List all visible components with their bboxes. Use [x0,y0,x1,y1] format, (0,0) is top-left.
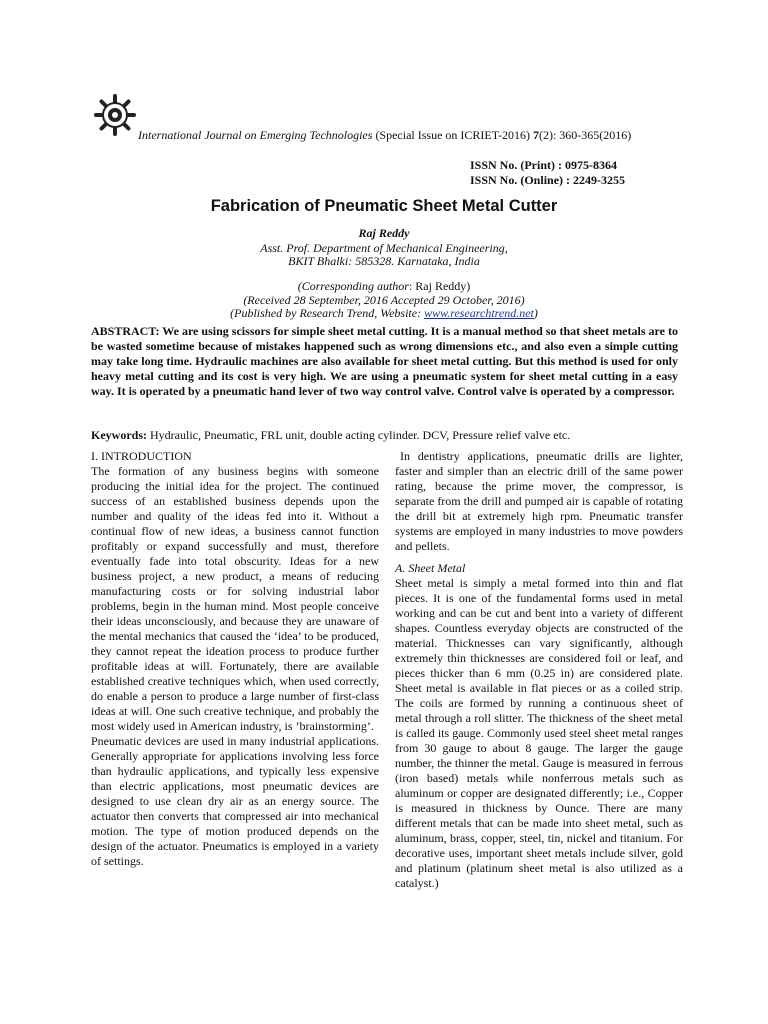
left-column [91,449,379,869]
journal-volume: 7 [532,128,539,142]
section-heading-sheet-metal: A. Sheet Metal [395,561,466,575]
issn-block [470,158,625,188]
published-line [0,306,768,321]
affiliation-line-2: BKIT Bhalki: 585328. Karnataka, India [288,254,480,268]
abstract: ABSTRACT: We are using scissors for simple sheet metal cutting. It is a manual method so that sheet metals are to be wasted sometime because of mistakes happened such as wrong dimensions etc., and also even a simple cutting may take long time. Hydraulic machines are also available for sheet metal cutting. But this method is used for only heavy metal cutting and its cost is very high. We are using a pneumatic system for sheet metal cutting in a easy way. It is operated by a pneumatic hand lever of two way control valve. Control valve is operated by a compressor. [91,324,678,398]
dentistry-paragraph: In dentistry applications, pneumatic drills are lighter, faster and simpler than an electric drill of the same power rating, because the prime mover, the compressor, is separate from the drill and pumped air is capable of rotating the drill bit at extremely high rpm. Pneumatic transfer systems are employed in many industries to move powders and pellets. [395,449,683,553]
corresponding-name: : Raj Reddy) [408,279,471,293]
journal-name: International Journal on Emerging Technologies [138,128,373,142]
paper-title: Fabrication of Pneumatic Sheet Metal Cutter [210,197,558,215]
journal-issue-pages: (2): 360-365(2016) [538,128,632,142]
section-heading-introduction: I. INTRODUCTION [91,449,192,463]
issn-online: ISSN No. (Online) : 2249-3255 [470,173,626,187]
sheet-metal-paragraph: Sheet metal is simply a metal formed into thin and flat pieces. It is one of the fundamental forms used in metal working and can be cut and bent into a variety of different shapes. Countless everyday objects are constructed of the material. Thicknesses can vary significantly, although extremely thin thicknesses are considered foil or leaf, and pieces thicker than 6 mm (0.25 in) are considered plate. Sheet metal is available in flat pieces or as a coiled strip. The coils are formed by running a continuous sheet of metal through a roll slitter. The thickness of the sheet metal is called its gauge. Commonly used steel sheet metal ranges from 30 gauge to about 8 gauge. The larger the gauge number, the thinner the metal. Gauge is measured in ferrous (iron based) metals while nonferrous metals such as aluminum or copper are designated differently; i.e., Copper is measured in thickness by Ounce. There are many different metals that can be made into sheet metal, such as aluminum, brass, copper, steel, tin, nickel and titanium. For decorative uses, important sheet metals include silver, gold and platinum (platinum sheet metal is also utilized as a catalyst.) [395,576,683,890]
received-dates: (Received 28 September, 2016 Accepted 29 October, 2016) [243,293,525,307]
journal-citation [138,128,631,143]
author-name: Raj Reddy [358,226,410,240]
intro-paragraph-2: Pneumatic devices are used in many industrial applications. Generally appropriate for applications involving less force than hydraulic applications, and typically less expensive than electric applications, most pneumatic devices are designed to use clean dry air as an energy source. The actuator then converts that compressed air into mechanical motion. The type of motion produced depends on the design of the actuator. Pneumatics is employed in a variety of settings. [91,734,379,868]
keywords-list: Hydraulic, Pneumatic, FRL unit, double acting cylinder. DCV, Pressure relief valve etc. [147,428,571,442]
right-column [395,449,683,891]
keywords [91,428,570,443]
website-link[interactable]: www.researchtrend.net [424,306,534,320]
journal-details: (Special Issue on ICRIET-2016) [372,128,533,142]
corresponding-label: (Corresponding author [297,279,409,293]
affiliation-line-1: Asst. Prof. Department of Mechanical Engineering, [260,241,508,255]
journal-logo-icon [92,92,138,138]
issn-print: ISSN No. (Print) : 0975-8364 [470,158,617,172]
published-suffix: ) [533,306,538,320]
keywords-label: Keywords: [91,428,147,442]
intro-paragraph-1: The formation of any business begins with someone producing the initial idea for the project. The continued success of an established business depends upon the number and quality of the ideas fed into it. Without a continual flow of new ideas, a business cannot function profitably or expand successfully and must, therefore eventually fade into total obscurity. Ideas for a new business project, a new product, a means of reducing manufacturing costs or for solving industrial labor problems, begin in the human mind. Most people conceive their ideas unconsciously, and because they are unaware of the mental mechanics that caused the ‘idea’ to be produced, they cannot repeat the ideation process to produce further profitable ideas at will. Fortunately, there are available established creative techniques which, when used correctly, do enable a person to produce a large number of first-class ideas at will. One such creative technique, and probably the most widely used in American industry, is ’brainstorming’. [91,464,379,733]
corresponding-author [0,279,768,294]
published-prefix: (Published by Research Trend, Website: [230,306,425,320]
